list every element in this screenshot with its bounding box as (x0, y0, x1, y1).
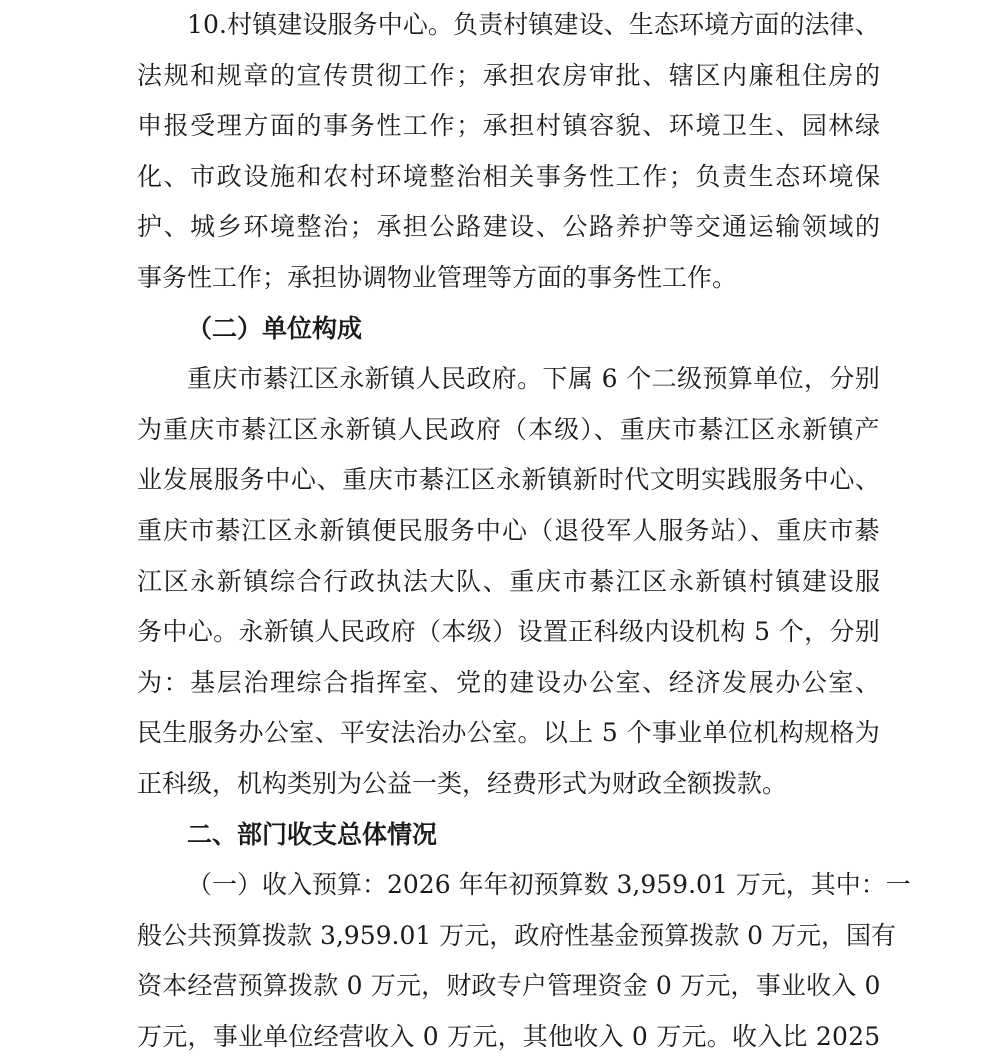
body-text-line: 正科级，机构类别为公益一类，经费形式为财政全额拨款。 (137, 769, 788, 798)
body-text-line: 化、市政设施和农村环境整治相关事务性工作；负责生态环境保 (137, 161, 882, 191)
body-text-line: 护、城乡环境整治；承担公路建设、公路养护等交通运输领域的 (137, 212, 882, 242)
body-text-line: 资本经营预算拨款 0 万元，财政专户管理资金 0 万元，事业收入 0 (137, 971, 881, 1001)
body-text-line: 10.村镇建设服务中心。负责村镇建设、生态环境方面的法律、 (187, 10, 880, 39)
body-text-line: 重庆市綦江区永新镇人民政府。下属 6 个二级预算单位，分别 (187, 364, 881, 394)
body-text-line: 业发展服务中心、重庆市綦江区永新镇新时代文明实践服务中心、 (137, 465, 881, 495)
body-text-line: （一）收入预算：2026 年年初预算数 3,959.01 万元，其中：一 (187, 870, 911, 900)
section-heading: 二、部门收支总体情况 (187, 819, 438, 849)
body-text-line: 江区永新镇综合行政执法大队、重庆市綦江区永新镇村镇建设服 (137, 566, 882, 596)
body-text-line: 重庆市綦江区永新镇便民服务中心（退役军人服务站）、重庆市綦 (137, 516, 881, 545)
body-text-line: 法规和规章的宣传贯彻工作；承担农房审批、辖区内廉租住房的 (137, 60, 882, 90)
body-text-line: 为：基层治理综合指挥室、党的建设办公室、经济发展办公室、 (137, 667, 882, 697)
section-heading: （二）单位构成 (187, 313, 363, 343)
body-text-line: 事务性工作；承担协调物业管理等方面的事务性工作。 (137, 263, 738, 292)
body-text-line: 般公共预算拨款 3,959.01 万元，政府性基金预算拨款 0 万元，国有 (137, 920, 897, 950)
body-text-line: 万元，事业单位经营收入 0 万元，其他收入 0 万元。收入比 2025 (137, 1022, 881, 1051)
body-text-line: 申报受理方面的事务性工作；承担村镇容貌、环境卫生、园林绿 (137, 111, 882, 141)
body-text-line: 为重庆市綦江区永新镇人民政府（本级）、重庆市綦江区永新镇产 (137, 414, 881, 444)
body-text-line: 民生服务办公室、平安法治办公室。以上 5 个事业单位机构规格为 (137, 718, 881, 748)
body-text-line: 务中心。永新镇人民政府（本级）设置正科级内设机构 5 个，分别 (137, 617, 881, 647)
